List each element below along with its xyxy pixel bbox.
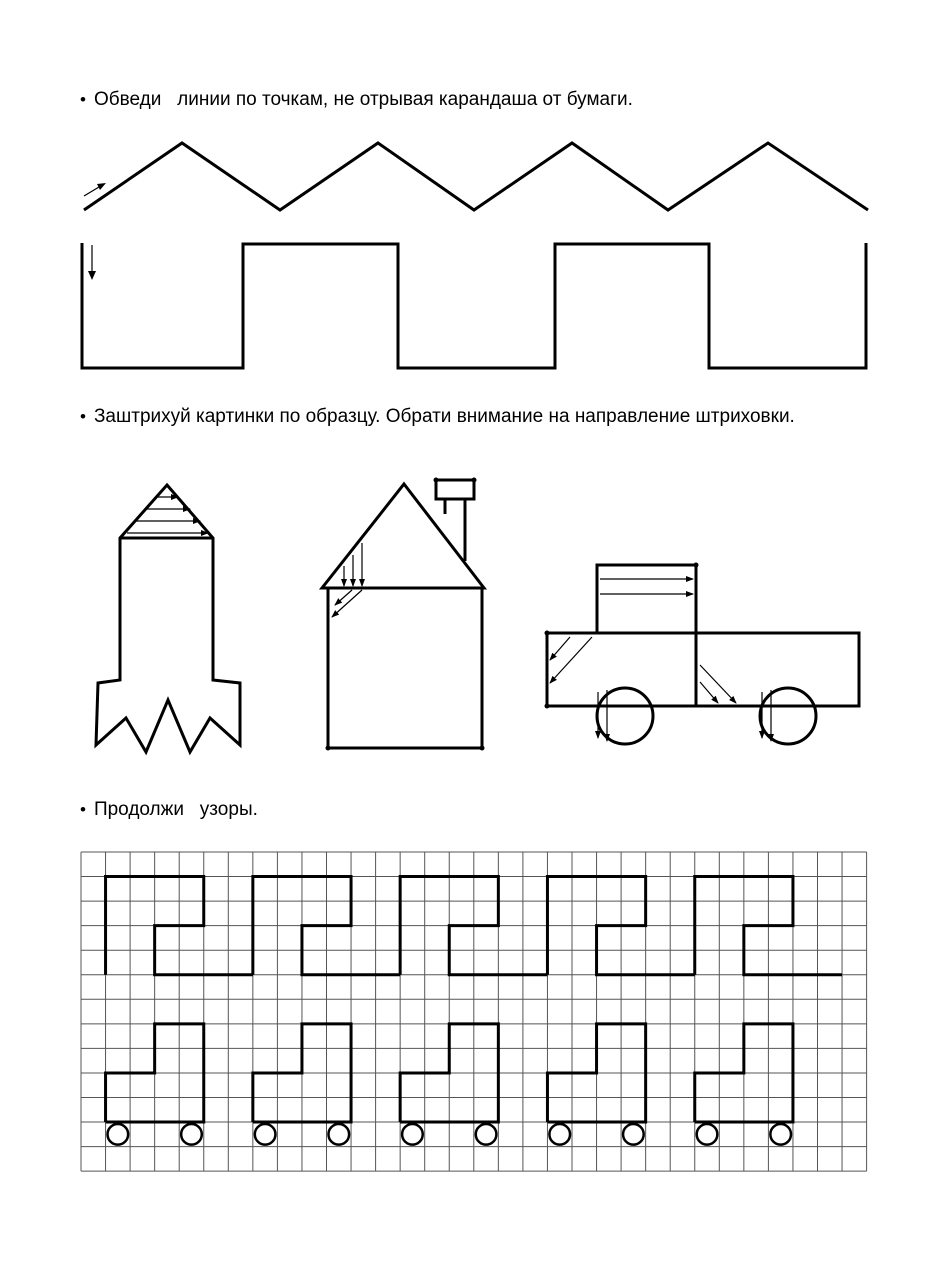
car-wheel — [549, 1124, 570, 1145]
car-wheel — [255, 1124, 276, 1145]
bullet: • — [80, 407, 86, 426]
task-trace-text: Обведи линии по точкам, не отрывая карандаша от бумаги. — [93, 89, 633, 110]
bullet: • — [80, 800, 86, 819]
car-wheel — [328, 1124, 349, 1145]
car-wheel — [623, 1124, 644, 1145]
bullet: • — [80, 90, 86, 109]
car-wheel — [770, 1124, 791, 1145]
car-wheel — [181, 1124, 202, 1145]
car-wheel — [108, 1124, 129, 1145]
task-pattern-text: Продолжи узоры. — [93, 799, 258, 820]
car-wheel — [697, 1124, 718, 1145]
task-shade-text: Заштрихуй картинки по образцу. Обрати внимание на направление штриховки. — [93, 406, 795, 427]
car-wheel — [402, 1124, 423, 1145]
car-wheel — [476, 1124, 497, 1145]
